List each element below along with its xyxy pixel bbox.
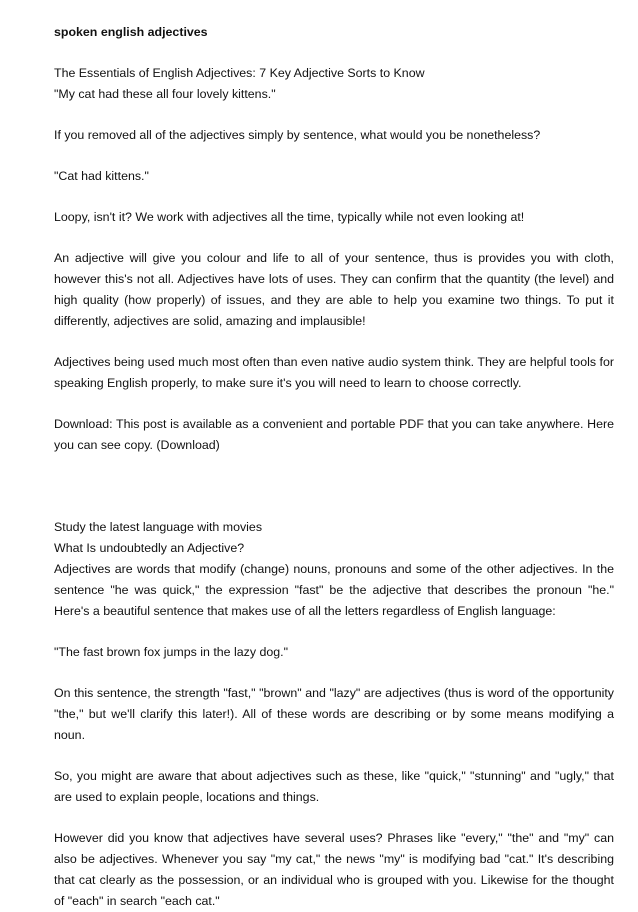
paragraph-2: "Cat had kittens." bbox=[54, 169, 149, 183]
paragraph-3: Loopy, isn't it? We work with adjectives all the time, typically while not even looking at! bbox=[54, 210, 525, 224]
section-heading: What Is undoubtedly an Adjective? bbox=[54, 541, 245, 555]
section-block bbox=[54, 517, 614, 622]
paragraph-10: So, you might are aware that about adjectives such as these, like "quick," "stunning" and "ugly," that are used to explain people, locations and things. bbox=[54, 769, 614, 804]
blank-space bbox=[54, 456, 614, 517]
paragraph-4: An adjective will give you colour and life to all of your sentence, thus is provides you with cloth, however this's not all. Adjectives have lots of uses. They can confirm that the quantity (the level) and high quality (how properly) of issues, and they are able to help you examine two things. To put it differently, adjectives are solid, amazing and implausible! bbox=[54, 251, 614, 328]
intro-heading: The Essentials of English Adjectives: 7 Key Adjective Sorts to Know bbox=[54, 66, 425, 80]
paragraph-1: If you removed all of the adjectives simply by sentence, what would you be nonetheless? bbox=[54, 128, 541, 142]
paragraph-5: Adjectives being used much most often than even native audio system think. They are helpful tools for speaking English properly, to make sure it's you will need to learn to choose correctly. bbox=[54, 355, 614, 390]
document-title: spoken english adjectives bbox=[54, 25, 208, 39]
document-page bbox=[54, 22, 614, 912]
section-line-1: Study the latest language with movies bbox=[54, 520, 263, 534]
intro-quote: "My cat had these all four lovely kittens." bbox=[54, 87, 276, 101]
paragraph-6: Download: This post is available as a convenient and portable PDF that you can take anywhere. Here you can see copy. (Download) bbox=[54, 417, 614, 452]
intro-block bbox=[54, 63, 614, 105]
paragraph-9: On this sentence, the strength "fast," "brown" and "lazy" are adjectives (thus is word of the opportunity "the," but we'll clarify this later!). All of these words are describing or by some means modifying a noun. bbox=[54, 686, 614, 742]
paragraph-8: "The fast brown fox jumps in the lazy dog." bbox=[54, 645, 289, 659]
paragraph-11: However did you know that adjectives have several uses? Phrases like "every," "the" and "my" can also be adjectives. Whenever you say "my cat," the news "my" is modifying bad "cat." It's describing that cat clearly as the possession, or an individual who is grouped with you. Likewise for the thought of "each" in search "each cat." bbox=[54, 831, 614, 908]
paragraph-7: Adjectives are words that modify (change) nouns, pronouns and some of the other adjectives. In the sentence "he was quick," the expression "fast" be the adjective that describes the pronoun "he." Here's a beautiful sentence that makes use of all the letters regardless of English language: bbox=[54, 562, 614, 618]
